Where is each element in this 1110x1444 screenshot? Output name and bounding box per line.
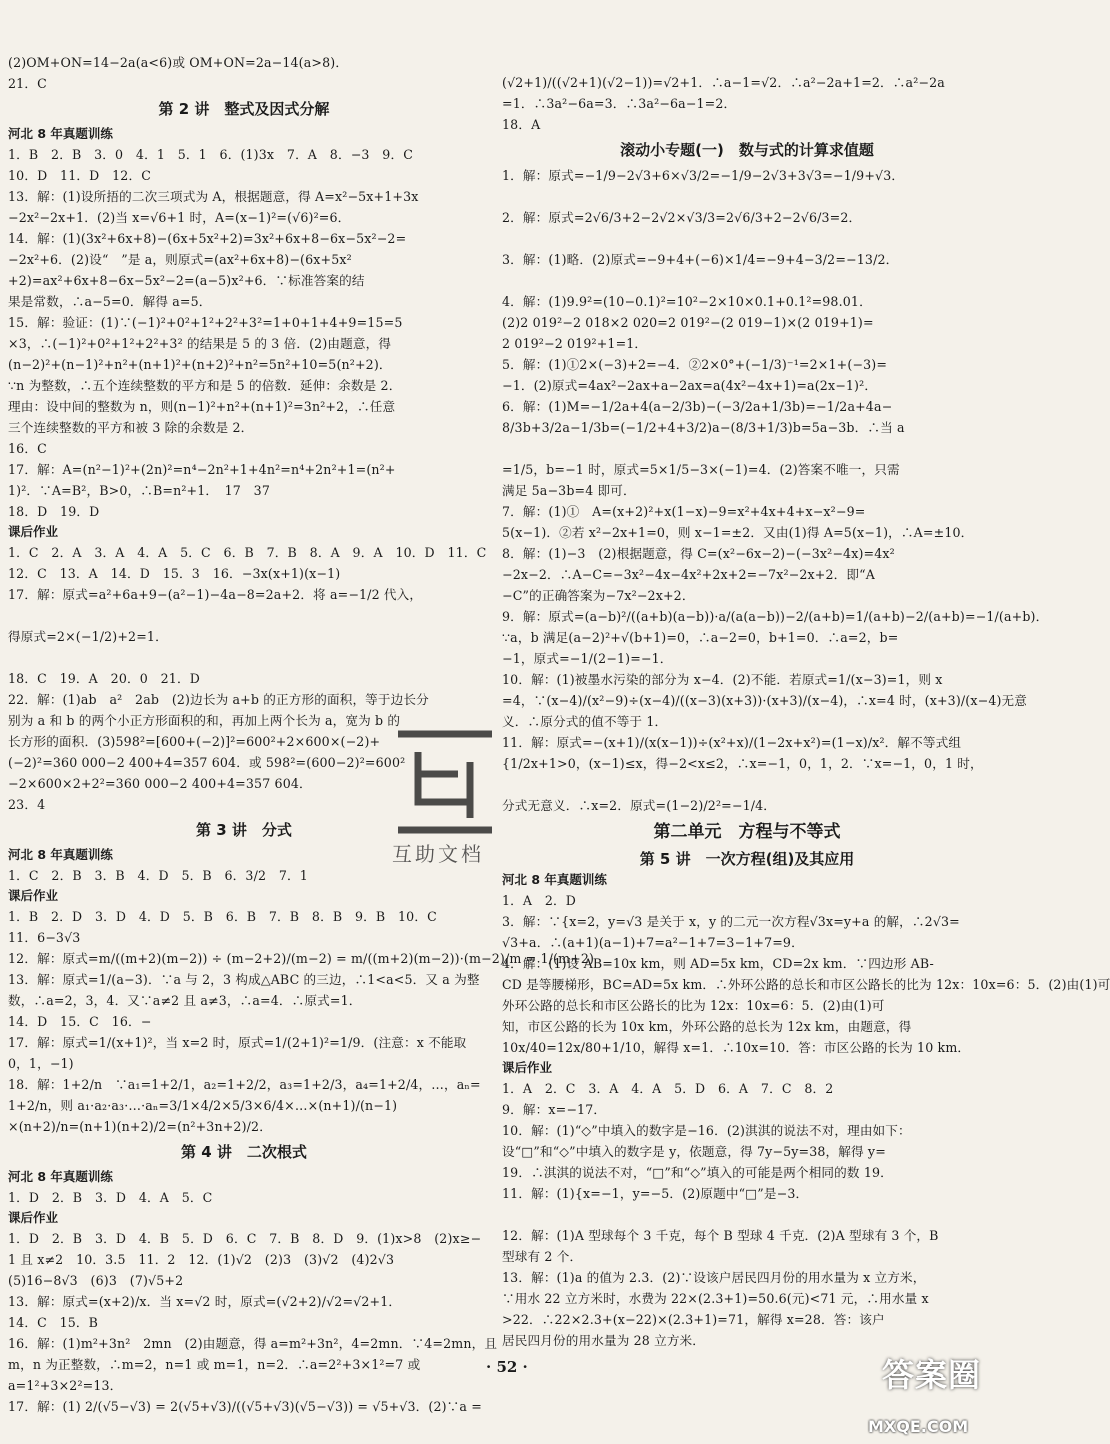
answer-line: 10．D 11．D 12．C [8,168,151,183]
answer-line: 16．C [8,441,47,456]
heading-lecture-2: 第 2 讲 整式及因式分解 [158,100,330,118]
left-intro-lines [8,52,480,94]
heading-unit-2: 第二单元 方程与不等式 [653,822,841,842]
answer-line: −1，原式=−1/(2−1)=−1． [502,651,673,666]
answer-line: 果是常数，∴a−5=0．解得 a=5． [8,294,212,309]
answer-line: 4．解：(1)9.9²=(10−0.1)²=10²−2×10×0.1+0.1²=98.01． [502,294,872,309]
answer-line: =1．∴3a²−6a=3．∴3a²−6a−1=2． [502,96,737,111]
answer-line: 3．解：∵{x=2，y=√3 是关于 x，y 的二元一次方程√3x=y+a 的解，∴2√3= [502,914,960,929]
answer-line: 3．解：(1)略．(2)原式=−9+4+(−6)×1/4=−9+4−3/2=−13/2． [502,252,899,267]
right-column [502,72,1110,1351]
heading-lecture-4: 第 4 讲 二次根式 [181,1143,307,1161]
answer-line: ∵用水 22 立方米时，水费为 22×(2.3+1)=50.6(元)<71 元，∴用水量 x [502,1291,929,1306]
answer-line: CD 是等腰梯形，BC=AD=5x km．∴外环公路的总长和市区公路长的比为 12x：10x=6：5．(2)由(1)可 [502,977,1110,992]
answer-line: 1．D 2．B 3．D 4．B 5．D 6．C 7．B 8．D 9．(1)x>8 (2)x≥− [8,1231,482,1246]
answer-line: 8．解：(1)−3 (2)根据题意，得 C=(x²−6x−2)−(−3x²−4x)=4x² [502,546,895,561]
lecture-4-exam-lines [8,1187,480,1208]
answer-line: 数，∴a=2，3，4．又∵a≠2 且 a≠3，∴a=4．∴原式=1． [8,993,362,1008]
answer-line [502,1204,992,1225]
answer-line: (n−2)²+(n−1)²+n²+(n+1)²+(n+2)²+n²=5n²+10=5(n²+2)． [8,357,392,372]
heading-rolling-topic: 滚动小专题(一) 数与式的计算求值题 [620,141,874,159]
heading-lecture-5: 第 5 讲 一次方程(组)及其应用 [639,850,855,868]
answer-line: 型球有 2 个． [502,1249,583,1264]
corner-logo-url: MXQE.COM [868,1417,969,1436]
answer-line: 外环公路的总长和市区公路长的比为 12x：10x=6：5．(2)由(1)可 [502,998,885,1013]
answer-line: 19．∴淇淇的说法不对，“□”和“◇”填入的可能是两个相同的数 19． [502,1165,893,1180]
answer-line: 6．解：(1)M=−1/2a+4(a−2/3b)−(−3/2a+1/3b)=−1/2a+4a− [502,399,893,414]
answer-line: 1+2/n，则 a₁·a₂·a₃·…·aₙ=3/1×4/2×5/3×6/4×…×(n+1)/(n−1) [8,1098,398,1113]
answer-line: 14．解：(1)(3x²+6x+8)−(6x+5x²+2)=3x²+6x+8−6x−5x²−2= [8,231,407,246]
answer-line: 别为 a 和 b 的两个小正方形面积的和，再加上两个长为 a，宽为 b 的 [8,713,401,728]
answer-line: 1．B 2．B 3．0 4．1 5．1 6．(1)3x 7．A 8．−3 9．C [8,147,414,162]
subheading-homework-3: 课后作业 [8,888,59,903]
answer-line: 理由：设中间的整数为 n，则(n−1)²+n²+(n+1)²=3n²+2，∴任意 [8,399,396,414]
answer-line: 23．4 [8,797,46,812]
answer-line [502,270,992,291]
answer-line: 4．解：(1)设 AB=10x km，则 AD=5x km，CD=2x km．∵四边形 AB- [502,956,934,971]
heading-lecture-3: 第 3 讲 分式 [196,821,292,839]
answer-line: 1．C 2．B 3．B 4．D 5．B 6．3/2 7．1 [8,868,308,883]
answer-line: −1．(2)原式=4ax²−2ax+a−2ax=a(4x²−4x+1)=a(2x−1)²． [502,378,878,393]
watermark-text: 互助文档 [392,842,484,866]
answer-line [8,647,480,668]
answer-line: 13．解：(1)设所捂的二次三项式为 A，根据题意，得 A=x²−5x+1+3x [8,189,419,204]
subheading-homework-4: 课后作业 [8,1210,59,1225]
lecture-4-homework-lines [8,1228,498,1417]
page-number: · 52 · [486,1358,528,1376]
answer-line: −2x−2．∴A−C=−3x²−4x−4x²+2x+2=−7x²−2x+2．即“A [502,567,875,582]
answer-line: −C”的正确答案为−7x²−2x+2． [502,588,695,603]
answer-line: {1/2x+1>0，(x−1)≤x，得−2<x≤2，∴x=−1，0，1，2．∵x=−1，0，1 时， [502,756,983,771]
corner-logo-text: 答案圈 [882,1356,982,1394]
answer-line: 2 019²−2 019²+1=1． [502,336,648,351]
rolling-topic-lines [502,165,1049,816]
answer-line: 1．D 2．B 3．D 4．A 5．C [8,1190,213,1205]
answer-line: 8/3b+3/2a−1/3b=(−1/2+4+3/2)a−(8/3+1/3)b=5a−3b．∴当 a [502,420,905,435]
answer-line: 设“□”和“◇”中填入的数字是 y，依题意，得 7y−5y=38，解得 y= [502,1144,886,1159]
answer-line: 1．A 2．C 3．A 4．A 5．D 6．A 7．C 8．2 [502,1081,834,1096]
answer-line: 13．解：原式=(x+2)/x．当 x=√2 时，原式=(√2+2)/√2=√2+1． [8,1294,402,1309]
answer-line: (−2)²=360 000−2 400+4=357 604．或 598²=(600−2)²=600² [8,755,406,770]
answer-line [502,438,992,459]
answer-line: 7．解：(1)① A=(x+2)²+x(1−x)−9=x²+4x+4+x−x²−9= [502,504,866,519]
answer-line: 18．解：1+2/n ∵a₁=1+2/1，a₂=1+2/2，a₃=1+2/3，a₄=1+2/4，…，aₙ= [8,1077,481,1092]
right-intro-lines [502,72,992,135]
answer-line: 18．C 19．A 20．0 21．D [8,671,200,686]
answer-line: 1．A 2．D [502,893,577,908]
answer-line: 1)²．∵A=B²，B>0，∴B=n²+1． 17 37 [8,483,270,498]
answer-line: 9．解：x=−17． [502,1102,607,1117]
answer-line: 16．解：(1)m²+3n² 2mn (2)由题意，得 a=m²+3n²，4=2mn．∵4=2mn，且 [8,1336,498,1351]
answer-line: m，n 为正整数，∴m=2，n=1 或 m=1，n=2．∴a=2²+3×1²=7 或 [8,1357,421,1372]
answer-line: 18．D 19．D [8,504,100,519]
answer-line: 1．B 2．D 3．D 4．D 5．B 6．B 7．B 8．B 9．B 10．C [8,909,437,924]
answer-line: 10．解：(1)被墨水污染的部分为 x−4．(2)不能．若原式=1/(x−3)=1，则 x [502,672,943,687]
subheading-homework-5: 课后作业 [502,1060,553,1075]
answer-line: −2x²+6．(2)设“ ”是 a，则原式=(ax²+6x+8)−(6x+5x² [8,252,352,267]
lecture-5-exam-lines [502,890,1110,1058]
answer-line: 11．6−3√3 [8,930,81,945]
answer-line: 1．解：原式=−1/9−2√3+6×√3/2=−1/9−2√3+3√3=−1/9+√3． [502,168,905,183]
answer-line: 0，1，−1) [8,1056,74,1071]
answer-line: 12．C 13．A 14．D 15．3 16．−3x(x+1)(x−1) [8,566,341,581]
answer-line: 14．C 15．B [8,1315,99,1330]
answer-line: ∵n 为整数，∴五个连续整数的平方和是 5 的倍数．延伸：余数是 2． [8,378,402,393]
answer-line: 满足 5a−3b=4 即可． [502,483,636,498]
answer-line: 17．解：A=(n²−1)²+(2n)²=n⁴−2n²+1+4n²=n⁴+2n²+1=(n²+ [8,462,396,477]
answer-line: 居民四月份的用水量为 28 立方米． [502,1333,706,1348]
answer-line: 分式无意义．∴x=2．原式=(1−2)/2²=−1/4． [502,798,777,813]
answer-line: 13．解：原式=1/(a−3)．∵a 与 2，3 构成△ABC 的三边，∴1<a<5．又 a 为整 [8,972,480,987]
answer-line: 17．解：原式=1/(x+1)²，当 x=2 时，原式=1/(2+1)²=1/9．(注意：x 不能取 [8,1035,467,1050]
answer-line: ∵a，b 满足(a−2)²+√(b+1)=0，∴a−2=0，b+1=0．∴a=2，b= [502,630,899,645]
answer-line [502,228,992,249]
answer-line: 知，市区公路的长为 10x km，外环公路的总长为 12x km，由题意，得 [502,1019,912,1034]
watermark-logo-icon [388,722,500,842]
answer-line: 11．解：原式=−(x+1)/(x(x−1))÷(x²+x)/(1−2x+x²)=(1−x)/x²．解不等式组 [502,735,962,750]
answer-line: =1/5，b=−1 时，原式=5×1/5−3×(−1)=4．(2)答案不唯一，只需 [502,462,900,477]
answer-line: 17．解：(1) 2/(√5−√3) = 2(√5+√3)/((√5+√3)(√5−√3)) = √5+√3．(2)∵a = [8,1399,482,1414]
answer-line: >22．∴22×2.3+(x−22)×(2.3+1)=71，解得 x=28．答：该户 [502,1312,885,1327]
answer-line: +2)=ax²+6x+8−6x−5x²−2=(a−5)x²+6．∵标准答案的结 [8,273,365,288]
answer-line: ×(n+2)/n=(n+1)(n+2)/2=(n²+3n+2)/2． [8,1119,272,1134]
answer-line [502,774,992,795]
answer-line: −2×600×2+2²=360 000−2 400+4=357 604． [8,776,312,791]
answer-line: 12．解：(1)A 型球每个 3 千克，每个 B 型球 4 千克．(2)A 型球有 3 个，B [502,1228,939,1243]
answer-line: (5)16−8√3 (6)3 (7)√5+2 [8,1273,184,1288]
answer-line: 得原式=2×(−1/2)+2=1． [8,629,168,644]
lecture-5-homework-lines [502,1078,992,1351]
answer-line: 12．解：原式=m/((m+2)(m−2)) ÷ (m−2+2)/(m−2) = m/((m+2)(m−2))·(m−2)/m = 1/(m+2) [8,951,595,966]
subheading-real-exam-5: 河北 8 年真题训练 [502,872,607,887]
subheading-homework-2: 课后作业 [8,524,59,539]
answer-line: 15．解：验证：(1)∵(−1)²+0²+1²+2²+3²=1+0+1+4+9=15=5 [8,315,403,330]
answer-line: 2．解：原式=2√6/3+2−2√2×√3/3=2√6/3+2−2√6/3=2． [502,210,862,225]
answer-line: (√2+1)/((√2+1)(√2−1))=√2+1．∴a−1=√2．∴a²−2a+1=2．∴a²−2a [502,75,945,90]
answer-line: 长方形的面积．(3)598²=[600+(−2)]²=600²+2×600×(−2)+ [8,734,381,749]
answer-line [502,186,992,207]
subheading-real-exam-4: 河北 8 年真题训练 [8,1169,113,1184]
answer-line: 9．解：原式=(a−b)²/((a+b)(a−b))·a/(a(a−b))−2/(a+b)=1/(a+b)−2/(a+b)=−1/(a+b)． [502,609,1049,624]
answer-line: 18．A [502,117,541,132]
answer-line: −2x²−2x+1．(2)当 x=√6+1 时，A=(x−1)²=(√6)²=6． [8,210,351,225]
answer-line: 21．C [8,76,47,91]
lecture-3-exam-lines [8,865,480,886]
subheading-real-exam-2: 河北 8 年真题训练 [8,126,113,141]
answer-line: 5(x−1)．②若 x²−2x+1=0，则 x−1=±2．又由(1)得 A=5(x−1)，∴A=±10． [502,525,974,540]
subheading-real-exam-3: 河北 8 年真题训练 [8,847,113,862]
answer-line: 义．∴原分式的值不等于 1． [502,714,668,729]
answer-line: √3+a．∴(a+1)(a−1)+7=a²−1+7=3−1+7=9． [502,935,804,950]
answer-line: =4，∵(x−4)/(x²−9)÷(x−4)/((x−3)(x+3))·(x+3)/(x−4)，∴x=4 时，(x+3)/(x−4)无意 [502,693,1028,708]
lecture-2-exam-lines [8,144,480,522]
answer-line: 5．解：(1)①2×(−3)+2=−4．②2×0°+(−1/3)⁻¹=2×1+(−3)= [502,357,888,372]
answer-line: (2)2 019²−2 018×2 020=2 019²−(2 019−1)×(2 019+1)= [502,315,874,330]
answer-line: 10x/40=12x/80+1/10，解得 x=1．∴10x=10．答：市区公路的长为 10 km． [502,1040,971,1055]
answer-line: 1．C 2．A 3．A 4．A 5．C 6．B 7．B 8．A 9．A 10．D 11．C [8,545,487,560]
answer-line: 13．解：(1)a 的值为 2.3．(2)∵设该户居民四月份的用水量为 x 立方米， [502,1270,926,1285]
answer-line: ×3，∴(−1)²+0²+1²+2²+3² 的结果是 5 的 3 倍．(2)由题意，得 [8,336,392,351]
answer-line: 10．解：(1)“◇”中填入的数字是−16．(2)淇淇的说法不对，理由如下： [502,1123,911,1138]
answer-line: 14．D 15．C 16．− [8,1014,152,1029]
answer-line: a=1²+3×2²=13． [8,1378,123,1393]
answer-line: 11．解：(1){x=−1，y=−5．(2)原题中“□”是−3． [502,1186,809,1201]
answer-line [8,605,480,626]
answer-line: 三个连续整数的平方和被 3 除的余数是 2． [8,420,254,435]
answer-line: (2)OM+ON=14−2a(a<6)或 OM+ON=2a−14(a>8)． [8,55,349,70]
answer-line: 22．解：(1)ab a² 2ab (2)边长为 a+b 的正方形的面积，等于边长分 [8,692,429,707]
answer-line: 17．解：原式=a²+6a+9−(a²−1)−4a−8=2a+2．将 a=−1/2 代入， [8,587,423,602]
answer-line: 1 且 x≠2 10．3.5 11．2 12．(1)√2 (2)3 (3)√2 (4)2√3 [8,1252,395,1267]
